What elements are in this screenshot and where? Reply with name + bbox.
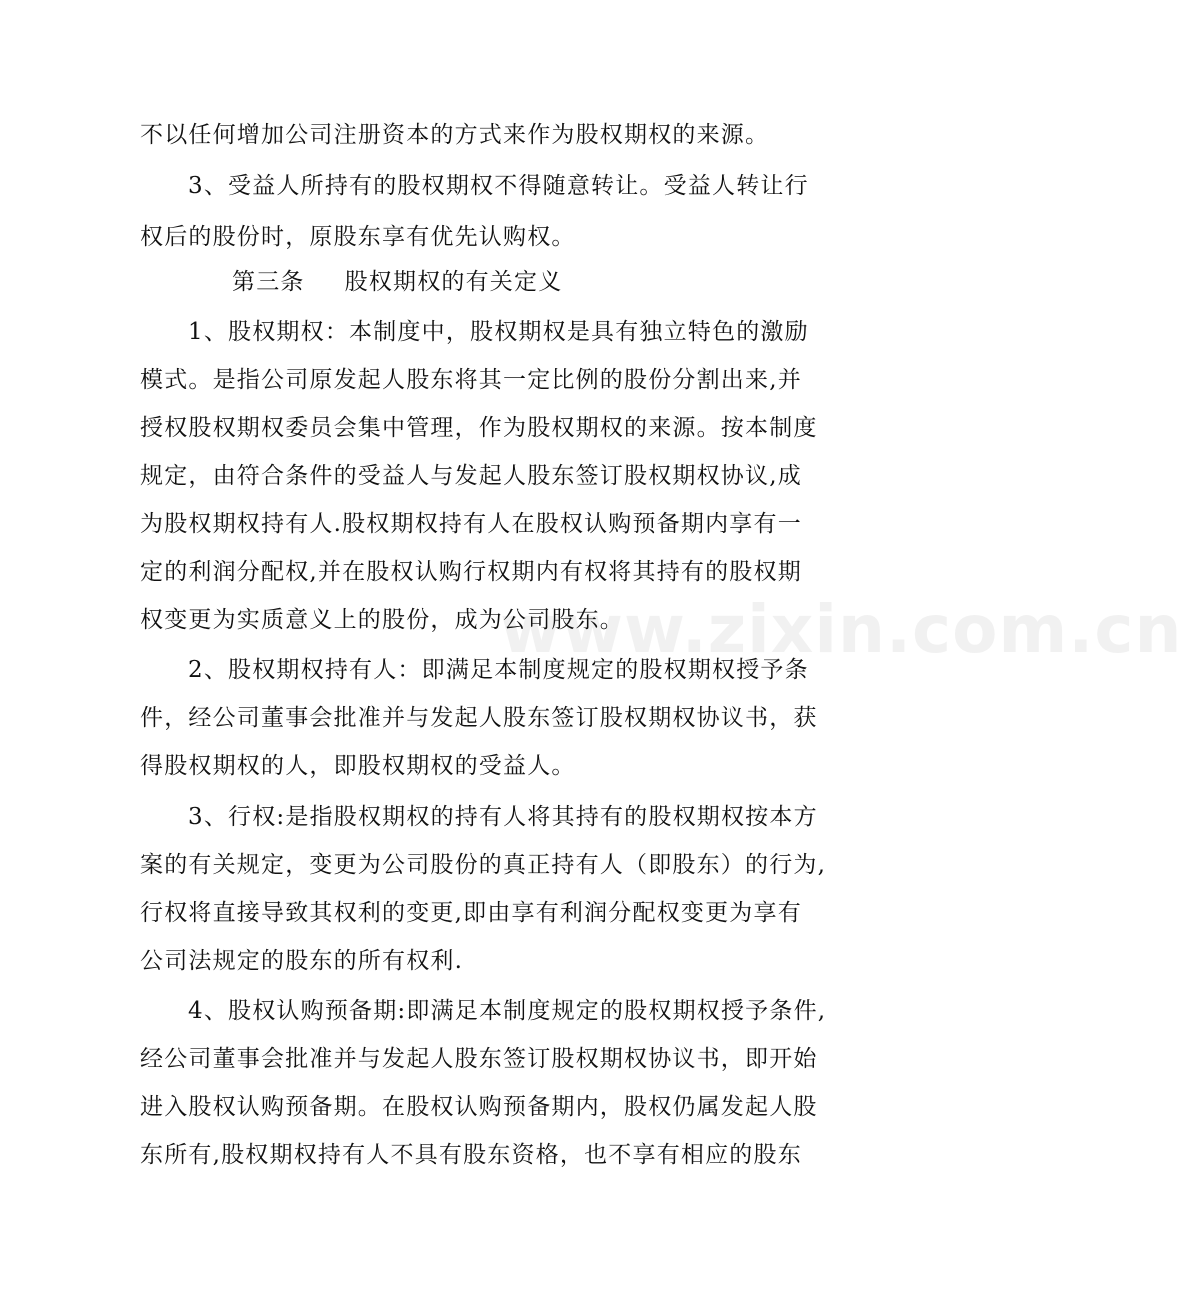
text-line: 得股权期权的人，即股权期权的受益人。 xyxy=(140,753,576,779)
text-line: 1、股权期权：本制度中，股权期权是具有独立特色的激励 xyxy=(188,319,809,345)
article-number: 第三条 xyxy=(232,269,305,295)
text-line: 经公司董事会批准并与发起人股东签订股权期权协议书，即开始 xyxy=(140,1046,818,1072)
article-title: 股权期权的有关定义 xyxy=(344,269,563,295)
text-line: 定的利润分配权,并在股权认购行权期内有权将其持有的股权期 xyxy=(140,559,802,585)
watermark: www.zixin.com.cn xyxy=(500,591,1182,668)
text-line: 进入股权认购预备期。在股权认购预备期内，股权仍属发起人股 xyxy=(140,1094,818,1120)
text-line: 件，经公司董事会批准并与发起人股东签订股权期权协议书，获 xyxy=(140,705,818,731)
text-line: 规定，由符合条件的受益人与发起人股东签订股权期权协议,成 xyxy=(140,463,802,489)
section-heading xyxy=(232,267,562,297)
text-line: 不以任何增加公司注册资本的方式来作为股权期权的来源。 xyxy=(140,122,770,148)
text-line: 3、受益人所持有的股权期权不得随意转让。受益人转让行 xyxy=(188,173,809,199)
text-line: 公司法规定的股东的所有权利. xyxy=(140,948,464,974)
text-line: 2、股权期权持有人：即满足本制度规定的股权期权授予条 xyxy=(188,657,809,683)
text-line: 权变更为实质意义上的股份，成为公司股东。 xyxy=(140,607,624,633)
text-line: 3、行权:是指股权期权的持有人将其持有的股权期权按本方 xyxy=(188,804,818,830)
text-line: 模式。是指公司原发起人股东将其一定比例的股份分割出来,并 xyxy=(140,367,802,393)
text-line: 案的有关规定，变更为公司股份的真正持有人（即股东）的行为, xyxy=(140,852,827,878)
text-line: 授权股权期权委员会集中管理，作为股权期权的来源。按本制度 xyxy=(140,415,818,441)
text-line: 行权将直接导致其权利的变更,即由享有利润分配权变更为享有 xyxy=(140,900,802,926)
text-line: 为股权期权持有人.股权期权持有人在股权认购预备期内享有一 xyxy=(140,511,802,537)
text-line: 4、股权认购预备期:即满足本制度规定的股权期权授予条件, xyxy=(188,998,827,1024)
text-line: 权后的股份时，原股东享有优先认购权。 xyxy=(140,224,576,250)
text-line: 东所有,股权期权持有人不具有股东资格，也不享有相应的股东 xyxy=(140,1142,802,1168)
